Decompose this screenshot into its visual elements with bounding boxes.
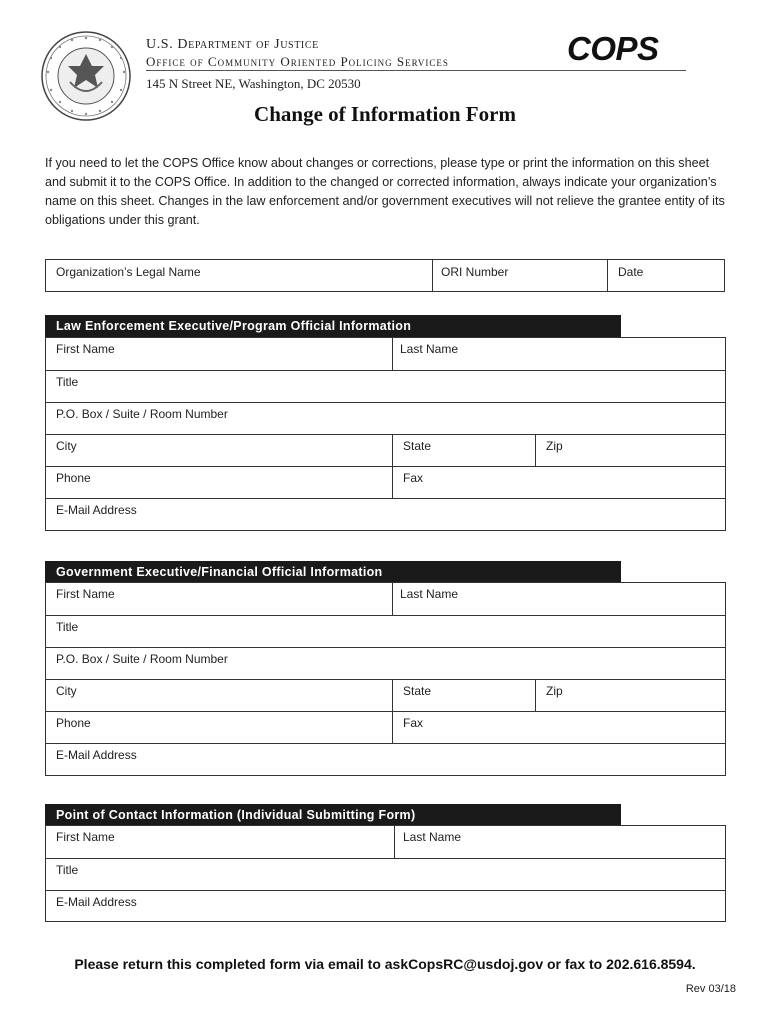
s3-title-label: Title (56, 863, 79, 877)
s1-zip-field[interactable] (536, 435, 725, 466)
s3-first-name-field[interactable] (46, 826, 394, 858)
s2-title-label: Title (56, 620, 79, 634)
s2-fax-field[interactable] (393, 712, 725, 743)
s2-po-box-field[interactable] (46, 648, 725, 679)
section1-table (45, 337, 726, 531)
s1-title-field[interactable] (46, 371, 725, 402)
s2-first-name-label: First Name (56, 587, 115, 601)
s2-title-field[interactable] (46, 616, 725, 647)
s2-state-field[interactable] (393, 680, 535, 711)
s3-last-name-label: Last Name (403, 830, 462, 844)
s1-phone-label: Phone (56, 471, 91, 485)
intro-paragraph: If you need to let the COPS Office know about changes or corrections, please type or print the information on this sheet and submit it to the COPS Office. In addition to the changed or corrected information, always indicate your organization’s name on this sheet. Changes in the law enforcement and/or government executives will not relieve the grantee entity of its obligations under this grant. (45, 156, 725, 227)
s2-city-field[interactable] (46, 680, 392, 711)
s2-last-name-field[interactable] (393, 583, 725, 615)
section2-table (45, 582, 726, 776)
section1-heading: Law Enforcement Executive/Program Official Information (45, 315, 621, 337)
s1-zip-label: Zip (546, 439, 563, 453)
s1-city-field[interactable] (46, 435, 392, 466)
s3-email-label: E-Mail Address (56, 895, 137, 909)
date-field[interactable] (608, 260, 724, 291)
s1-last-name-field[interactable] (393, 338, 725, 370)
s1-city-label: City (56, 439, 77, 453)
s2-state-label: State (403, 684, 432, 698)
header-rule (146, 70, 686, 71)
agency-header (146, 36, 449, 94)
s2-city-label: City (56, 684, 77, 698)
s1-state-label: State (403, 439, 432, 453)
s2-zip-label: Zip (546, 684, 563, 698)
s3-first-name-label: First Name (56, 830, 115, 844)
s1-first-name-field[interactable] (46, 338, 392, 370)
s1-first-name-label: First Name (56, 342, 115, 356)
s1-fax-label: Fax (403, 471, 424, 485)
org-legal-name-field[interactable] (46, 260, 432, 291)
s1-email-label: E-Mail Address (56, 503, 137, 517)
s2-email-label: E-Mail Address (56, 748, 137, 762)
agency-name: U.S. Department of Justice (146, 37, 319, 52)
s1-phone-field[interactable] (46, 467, 392, 498)
cops-logo: COPS (567, 30, 659, 67)
form-title: Change of Information Form (254, 102, 516, 126)
agency-address: 145 N Street NE, Washington, DC 20530 (146, 76, 361, 91)
s3-email-field[interactable] (46, 891, 725, 921)
s2-last-name-label: Last Name (400, 587, 459, 601)
s2-fax-label: Fax (403, 716, 424, 730)
section3-heading: Point of Contact Information (Individual Submitting Form) (45, 804, 621, 826)
return-instructions: Please return this completed form via email to askCopsRC@usdoj.gov or fax to 202.616.8594. (74, 956, 696, 972)
office-name: Office of Community Oriented Policing Services (146, 54, 449, 69)
section3-table (45, 825, 726, 922)
org-legal-name-label: Organization’s Legal Name (56, 265, 201, 279)
section2-heading: Government Executive/Financial Official Information (45, 561, 621, 583)
revision-date: Rev 03/18 (685, 983, 736, 995)
org-info-row (45, 259, 725, 292)
s3-last-name-field[interactable] (395, 826, 725, 858)
date-label: Date (618, 265, 644, 279)
s2-phone-label: Phone (56, 716, 91, 730)
s1-po-box-label: P.O. Box / Suite / Room Number (56, 407, 228, 421)
s1-po-box-field[interactable] (46, 403, 725, 434)
s2-first-name-field[interactable] (46, 583, 392, 615)
s2-email-field[interactable] (46, 744, 725, 775)
s1-state-field[interactable] (393, 435, 535, 466)
s1-fax-field[interactable] (393, 467, 725, 498)
s1-email-field[interactable] (46, 499, 725, 530)
s3-title-field[interactable] (46, 859, 725, 890)
ori-number-label: ORI Number (441, 265, 509, 279)
s2-zip-field[interactable] (536, 680, 725, 711)
ori-number-field[interactable] (433, 260, 607, 291)
s1-last-name-label: Last Name (400, 342, 459, 356)
s2-phone-field[interactable] (46, 712, 392, 743)
s1-title-label: Title (56, 375, 79, 389)
s2-po-box-label: P.O. Box / Suite / Room Number (56, 652, 228, 666)
